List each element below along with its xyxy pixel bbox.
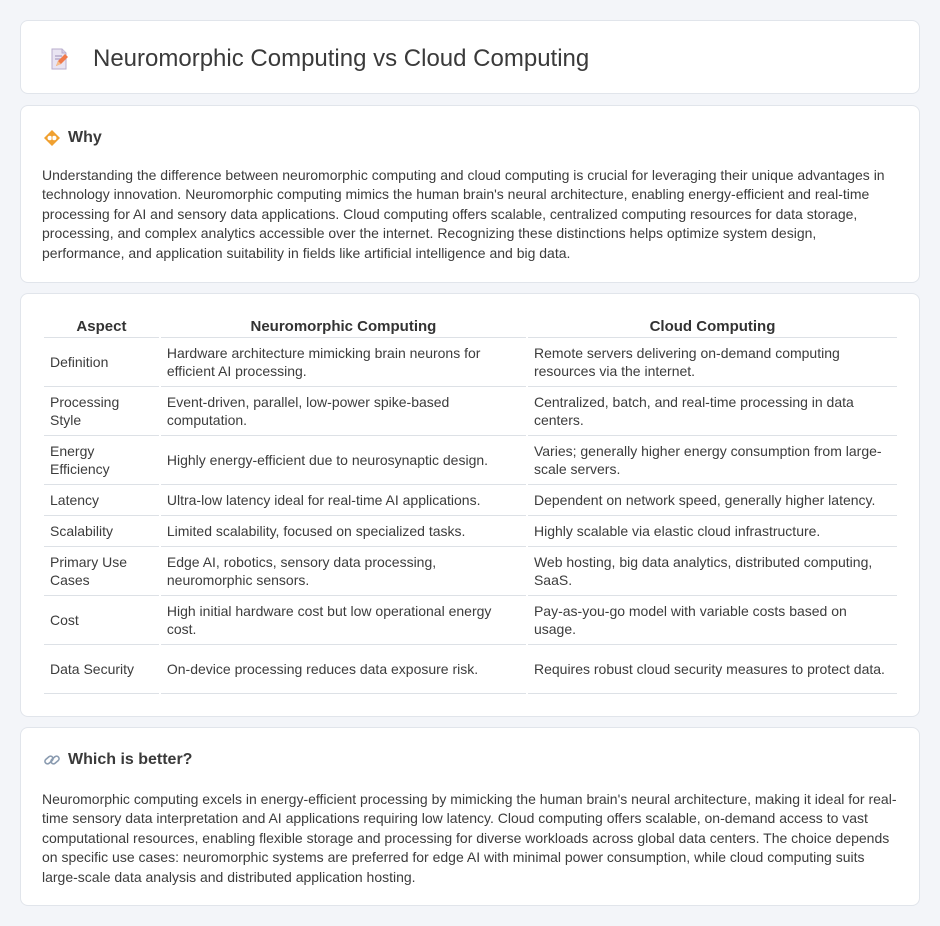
table-row xyxy=(44,516,897,547)
which-is-better-section xyxy=(20,727,920,906)
aspect-cell: Primary Use Cases xyxy=(44,547,159,596)
table-row xyxy=(44,338,897,387)
aspect-cell: Latency xyxy=(44,485,159,516)
aspect-cell: Cost xyxy=(44,596,159,645)
table-row xyxy=(44,645,897,694)
neuromorphic-cell: Hardware architecture mimicking brain neurons for efficient AI processing. xyxy=(161,338,526,387)
header-cloud: Cloud Computing xyxy=(528,316,897,338)
better-heading-row xyxy=(43,750,192,770)
cloud-cell: Web hosting, big data analytics, distributed computing, SaaS. xyxy=(528,547,897,596)
header-aspect: Aspect xyxy=(44,316,159,338)
document-pencil-icon xyxy=(47,47,71,71)
neuromorphic-cell: Event-driven, parallel, low-power spike-based computation. xyxy=(161,387,526,436)
aspect-cell: Energy Efficiency xyxy=(44,436,159,485)
header-neuromorphic: Neuromorphic Computing xyxy=(161,316,526,338)
why-heading: Why xyxy=(68,129,102,146)
cloud-cell: Centralized, batch, and real-time processing in data centers. xyxy=(528,387,897,436)
neuromorphic-cell: High initial hardware cost but low operational energy cost. xyxy=(161,596,526,645)
table-row xyxy=(44,485,897,516)
link-icon xyxy=(43,751,61,769)
aspect-cell: Scalability xyxy=(44,516,159,547)
table-row xyxy=(44,547,897,596)
brain-diamond-icon xyxy=(43,129,61,147)
table-header-row xyxy=(44,316,897,338)
title-card xyxy=(20,20,920,94)
why-text: Understanding the difference between neuromorphic computing and cloud computing is crucial for leveraging their unique advantages in technology innovation. Neuromorphic computing mimics the human brain's neural architecture, enabling energy-efficient and real-time processing for AI and sensory data applications. Cloud computing offers scalable, centralized computing resources for data storage, processing, and complex analytics accessible over the internet. Recognizing these distinctions helps optimize system design, performance, and application suitability in fields like artificial intelligence and big data. xyxy=(42,167,885,261)
neuromorphic-cell: Limited scalability, focused on specialized tasks. xyxy=(161,516,526,547)
aspect-cell: Data Security xyxy=(44,645,159,694)
page-title: Neuromorphic Computing vs Cloud Computing xyxy=(93,45,590,72)
table-row xyxy=(44,596,897,645)
cloud-cell: Highly scalable via elastic cloud infrastructure. xyxy=(528,516,897,547)
cloud-cell: Remote servers delivering on-demand computing resources via the internet. xyxy=(528,338,897,387)
neuromorphic-cell: On-device processing reduces data exposure risk. xyxy=(161,645,526,694)
comparison-table xyxy=(42,316,899,694)
cloud-cell: Dependent on network speed, generally higher latency. xyxy=(528,485,897,516)
better-text: Neuromorphic computing excels in energy-efficient processing by mimicking the human brain's neural architecture, making it ideal for real-time sensory data interpretation and AI applications requiring low latency. Cloud computing offers scalable, on-demand access to vast computational resources, enabling flexible storage and processing for diverse workloads across global data centers. The choice depends on specific use cases: neuromorphic systems are preferred for edge AI with minimal power consumption, while cloud computing suits large-scale data analysis and distributed application hosting. xyxy=(42,791,897,885)
neuromorphic-cell: Ultra-low latency ideal for real-time AI applications. xyxy=(161,485,526,516)
comparison-section xyxy=(20,293,920,717)
cloud-cell: Pay-as-you-go model with variable costs based on usage. xyxy=(528,596,897,645)
cloud-cell: Varies; generally higher energy consumption from large-scale servers. xyxy=(528,436,897,485)
aspect-cell: Processing Style xyxy=(44,387,159,436)
why-section xyxy=(20,105,920,283)
neuromorphic-cell: Edge AI, robotics, sensory data processing, neuromorphic sensors. xyxy=(161,547,526,596)
aspect-cell: Definition xyxy=(44,338,159,387)
neuromorphic-cell: Highly energy-efficient due to neurosynaptic design. xyxy=(161,436,526,485)
table-row xyxy=(44,436,897,485)
cloud-cell: Requires robust cloud security measures to protect data. xyxy=(528,645,897,694)
table-row xyxy=(44,387,897,436)
better-heading: Which is better? xyxy=(68,751,193,768)
why-heading-row xyxy=(43,128,102,148)
